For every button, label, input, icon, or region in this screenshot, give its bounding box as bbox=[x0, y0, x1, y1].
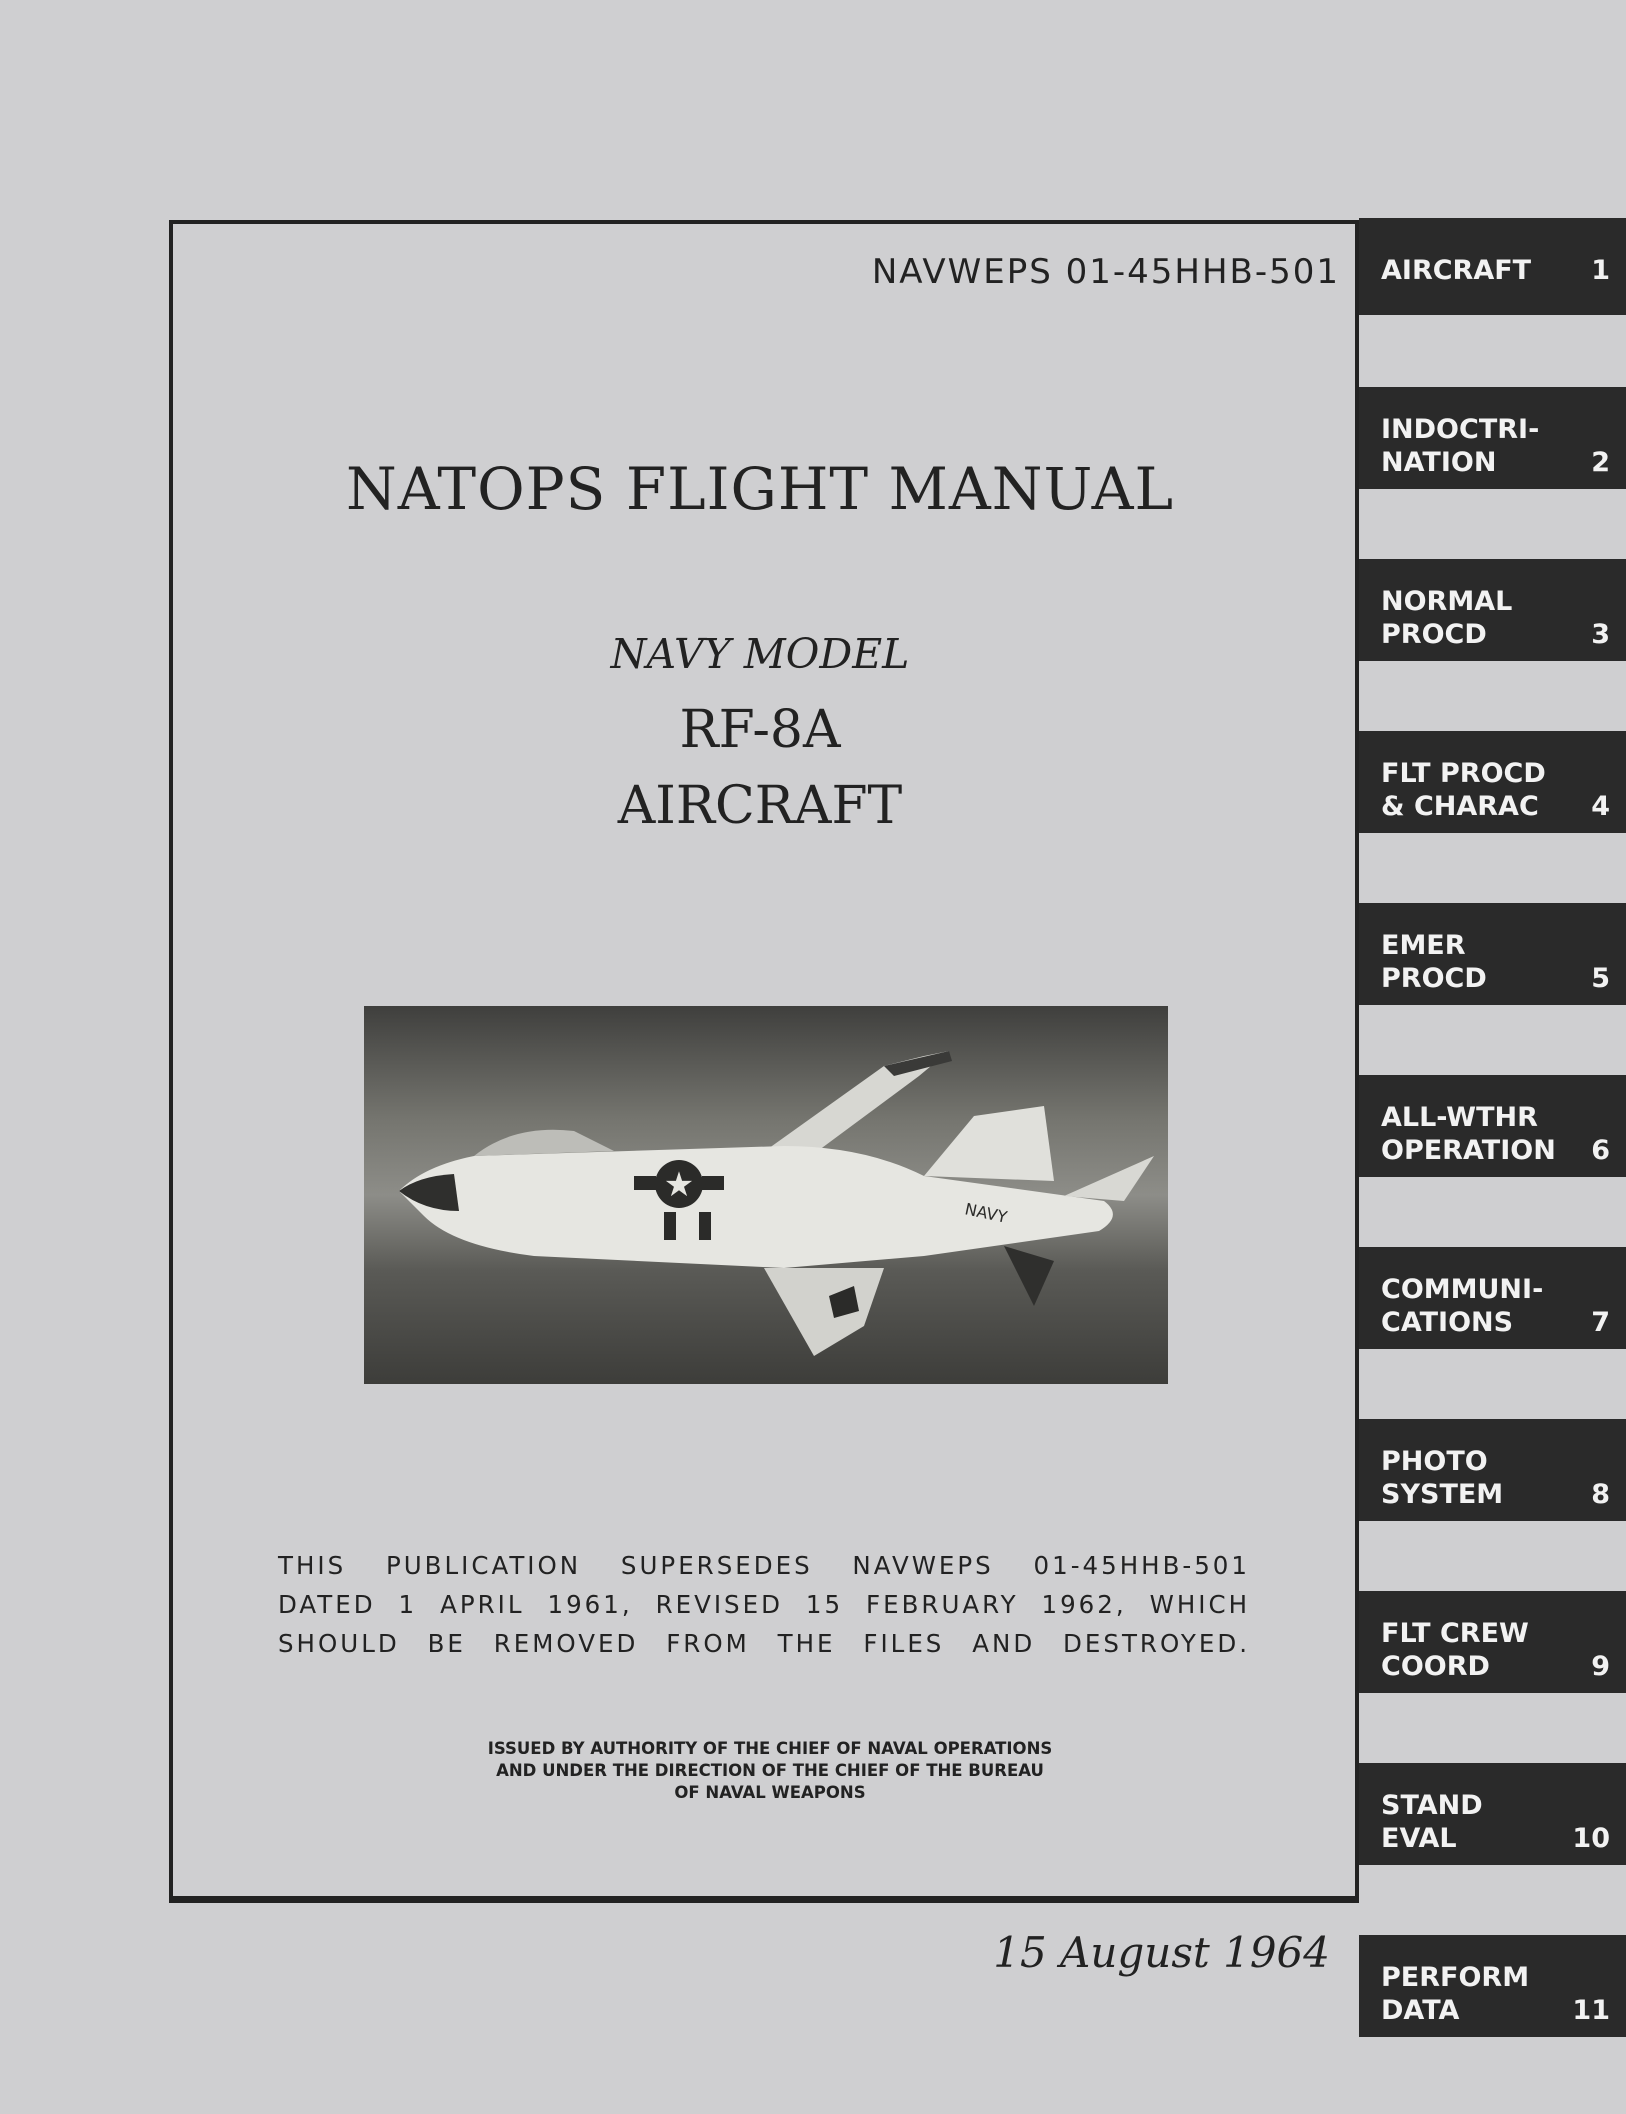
tab-number: 11 bbox=[1572, 1995, 1610, 2026]
aircraft-photo bbox=[364, 1006, 1168, 1384]
tab-number: 9 bbox=[1591, 1651, 1610, 1682]
tab-stand-eval[interactable] bbox=[1359, 1763, 1626, 1865]
tab-aircraft[interactable] bbox=[1359, 218, 1626, 315]
tab-label: COMMUNI- CATIONS bbox=[1381, 1274, 1544, 1338]
manual-title: NATOPS FLIGHT MANUAL bbox=[345, 455, 1175, 523]
tab-number: 10 bbox=[1572, 1823, 1610, 1854]
tab-label: NORMAL PROCD bbox=[1381, 586, 1513, 650]
authority-line: ISSUED BY AUTHORITY OF THE CHIEF OF NAVAL OPERATIONS bbox=[487, 1739, 1053, 1758]
star-marking-text: ★ bbox=[663, 1165, 695, 1205]
tab-flt-procd-charac[interactable] bbox=[1359, 731, 1626, 833]
tab-label: ALL-WTHR OPERATION bbox=[1381, 1102, 1556, 1166]
tab-number: 7 bbox=[1591, 1307, 1610, 1338]
tab-all-wthr-operation[interactable] bbox=[1359, 1075, 1626, 1177]
tab-perform-data[interactable] bbox=[1359, 1935, 1626, 2037]
tab-label: PHOTO SYSTEM bbox=[1381, 1446, 1504, 1510]
tab-label: FLT CREW COORD bbox=[1381, 1618, 1529, 1682]
authority-line: OF NAVAL WEAPONS bbox=[674, 1783, 866, 1802]
tab-label: PERFORM DATA bbox=[1381, 1962, 1530, 2026]
tab-number: 4 bbox=[1591, 791, 1610, 822]
aircraft-illustration bbox=[364, 1006, 1168, 1384]
tab-number: 8 bbox=[1591, 1479, 1610, 1510]
authority-line: AND UNDER THE DIRECTION OF THE CHIEF OF THE BUREAU bbox=[496, 1761, 1044, 1780]
model-line: NAVY MODEL bbox=[610, 630, 910, 678]
tab-label: AIRCRAFT bbox=[1381, 255, 1532, 286]
tab-label: EMER PROCD bbox=[1381, 930, 1487, 994]
supersedes-line: SHOULD BE REMOVED FROM THE FILES AND DESTROYED. bbox=[278, 1629, 1250, 1658]
tab-photo-system[interactable] bbox=[1359, 1419, 1626, 1521]
section-tabs bbox=[1359, 215, 1626, 2026]
tab-normal-procd[interactable] bbox=[1359, 559, 1626, 661]
document-number: NAVWEPS 01-45HHB-501 bbox=[871, 252, 1340, 292]
tab-number: 2 bbox=[1591, 447, 1610, 478]
tab-communications[interactable] bbox=[1359, 1247, 1626, 1349]
tab-number: 5 bbox=[1591, 963, 1610, 994]
tab-number: 1 bbox=[1591, 255, 1610, 286]
supersedes-line: DATED 1 APRIL 1961, REVISED 15 FEBRUARY 1962, WHICH bbox=[278, 1590, 1250, 1619]
tab-label: FLT PROCD & CHARAC bbox=[1381, 758, 1546, 822]
tab-label: INDOCTRI- NATION bbox=[1381, 414, 1540, 478]
tab-label: STAND EVAL bbox=[1381, 1790, 1483, 1854]
issue-date: 15 August 1964 bbox=[993, 1928, 1330, 1977]
supersedes-notice bbox=[278, 1546, 1250, 1663]
tab-emer-procd[interactable] bbox=[1359, 903, 1626, 1005]
aircraft-designation: RF-8A bbox=[679, 700, 841, 760]
supersedes-line: THIS PUBLICATION SUPERSEDES NAVWEPS 01-45HHB-501 bbox=[278, 1551, 1250, 1580]
tab-number: 3 bbox=[1591, 619, 1610, 650]
tab-number: 6 bbox=[1591, 1135, 1610, 1166]
fuselage-navy-text: NAVY bbox=[963, 1199, 1009, 1227]
tab-flt-crew-coord[interactable] bbox=[1359, 1591, 1626, 1693]
tab-indoctrination[interactable] bbox=[1359, 387, 1626, 489]
aircraft-label: AIRCRAFT bbox=[617, 776, 903, 836]
issuing-authority bbox=[400, 1738, 1140, 1804]
